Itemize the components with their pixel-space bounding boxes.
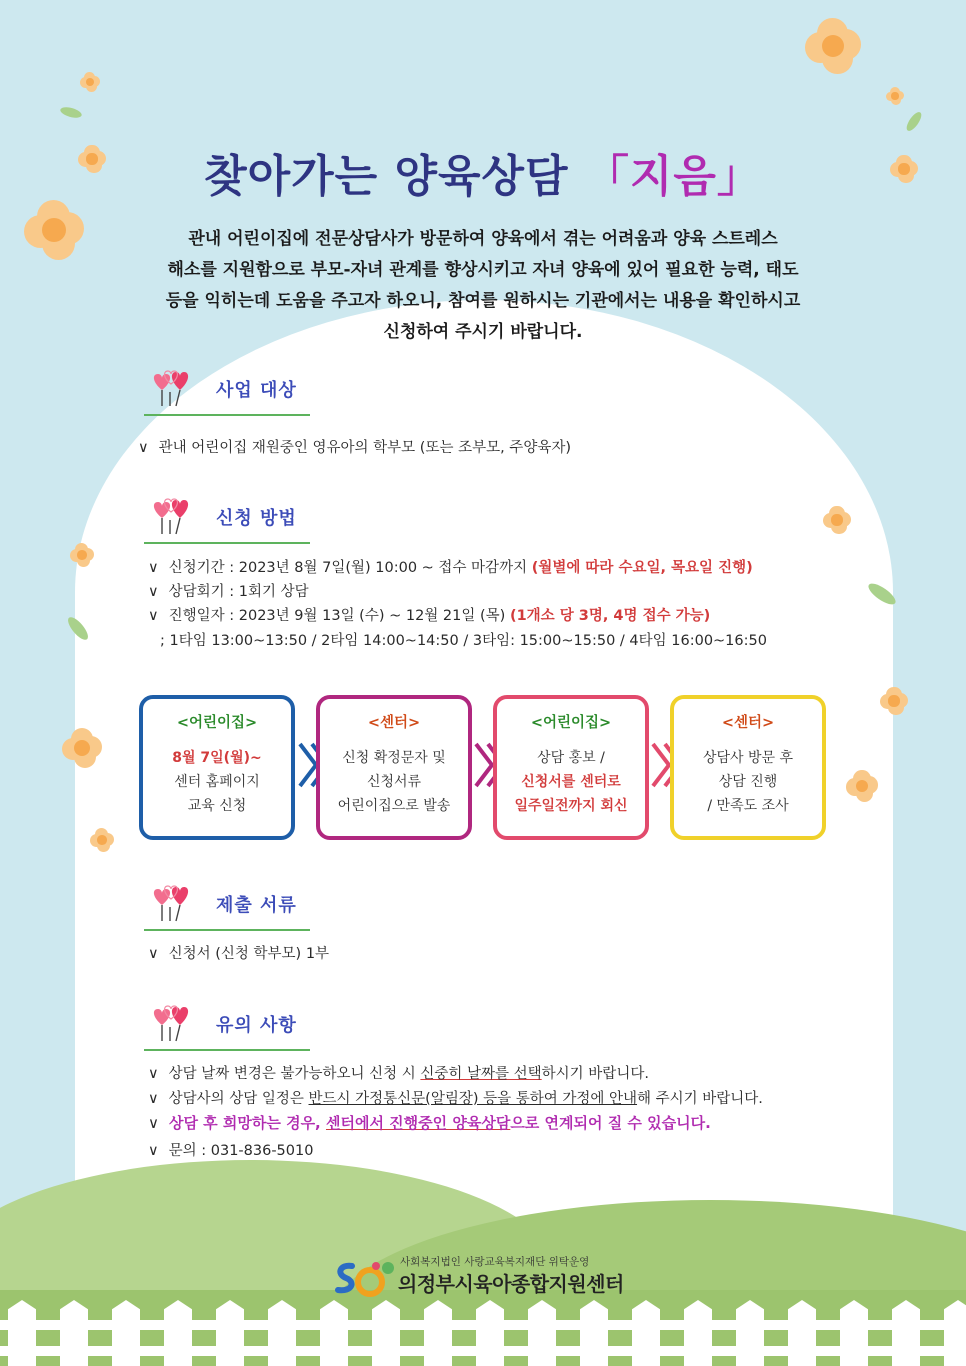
- process-step-body: [497, 746, 645, 818]
- process-step-1: [139, 695, 295, 840]
- intro-line: 관내 어린이집에 전문상담사가 방문하여 양육에서 겪는 어려움과 양육 스트레스: [188, 229, 778, 249]
- flower-icon: [880, 687, 908, 715]
- intro-line: 신청하여 주시기 바랍니다.: [383, 322, 583, 342]
- organization-subtitle: 사회복지법인 사랑교육복지재단 위탁운영: [400, 1256, 590, 1268]
- heart-balloons-icon: [148, 490, 200, 536]
- check-icon: ∨: [148, 584, 159, 600]
- process-step-header: <센터>: [721, 715, 775, 731]
- process-step-header: <어린이집>: [176, 715, 258, 731]
- flower-icon: [846, 770, 878, 802]
- list-item-note: (1개소 당 3명, 4명 접수 가능): [509, 608, 711, 624]
- list-item: [148, 556, 753, 577]
- list-item-text: 하시기 바랍니다.: [541, 1066, 649, 1082]
- flower-icon: [70, 543, 94, 567]
- process-step-line: 상담 진행: [718, 774, 778, 790]
- process-step-line: 신청서를 센터로: [521, 774, 621, 790]
- process-step-line: 교육 신청: [187, 798, 247, 814]
- flower-icon: [886, 87, 904, 105]
- list-item: [148, 1062, 649, 1083]
- page-title: [0, 140, 966, 204]
- list-item-emphasis: 반드시 가정통신문(알림장) 등을 통하여 가정에 안내: [308, 1091, 638, 1107]
- flower-icon: [24, 200, 84, 260]
- process-step-body: [320, 746, 468, 818]
- intro-line: 해소를 지원함으로 부모-자녀 관계를 향상시키고 자녀 양육에 있어 필요한 능력, 태도: [167, 260, 799, 280]
- organization-logo: [332, 1254, 642, 1300]
- section-divider: [144, 414, 310, 416]
- process-step-4: [670, 695, 826, 840]
- list-item: [148, 580, 309, 601]
- list-item-emphasis: 신중히 날짜를 선택: [420, 1066, 542, 1082]
- list-item-text: 관내 어린이집 재원중인 영유아의 학부모 (또는 조부모, 주양육자): [158, 440, 571, 456]
- leaf-icon: [59, 105, 83, 119]
- section-title: 사업 대상: [216, 380, 297, 401]
- check-icon: ∨: [148, 560, 159, 576]
- list-item-text: 상담사의 상담 일정은: [168, 1091, 309, 1107]
- flower-icon: [805, 18, 861, 74]
- section-title: 제출 서류: [216, 895, 297, 916]
- flower-icon: [90, 828, 114, 852]
- check-icon: ∨: [148, 1114, 159, 1132]
- process-step-header: <센터>: [367, 715, 421, 731]
- intro-paragraph: [130, 224, 836, 348]
- title-main: 찾아가는 양육상담: [204, 151, 569, 202]
- list-item-text: 신청기간 : 2023년 8월 7일(월) 10:00 ~ 접수 마감까지: [168, 560, 532, 576]
- list-item: [148, 1112, 711, 1133]
- process-step-line: 8월 7일(월)~: [172, 750, 262, 766]
- check-icon: ∨: [148, 1066, 159, 1082]
- process-step-line: 센터 홈페이지: [174, 774, 260, 790]
- organization-name: 의정부시육아종합지원센터: [398, 1272, 624, 1296]
- list-item-text: 상담회기 : 1회기 상담: [168, 584, 309, 600]
- list-item-text: ; 1타임 13:00~13:50 / 2타임 14:00~14:50 / 3타임: 15:00~15:50 / 4타임 16:00~16:50: [160, 633, 767, 649]
- list-item: [138, 436, 571, 457]
- process-step-line: / 만족도 조사: [707, 798, 789, 814]
- heart-balloons-icon: [148, 997, 200, 1043]
- process-step-line: 상담사 방문 후: [702, 750, 794, 766]
- section-title: 신청 방법: [216, 508, 297, 529]
- process-step-body: [674, 746, 822, 818]
- process-step-line: 상담 홍보 /: [537, 750, 605, 766]
- list-item-text: 해 주시기 바랍니다.: [637, 1091, 763, 1107]
- heart-balloons-icon: [148, 877, 200, 923]
- check-icon: ∨: [148, 946, 159, 962]
- section-divider: [144, 542, 310, 544]
- section-title: 유의 사항: [216, 1015, 297, 1036]
- flower-icon: [823, 506, 851, 534]
- list-item-text: 신청서 (신청 학부모) 1부: [168, 946, 330, 962]
- list-item: [148, 1087, 763, 1108]
- list-item-text: 진행일자 : 2023년 9월 13일 (수) ~ 12월 21일 (목): [168, 608, 510, 624]
- process-step-line: 신청 확정문자 및: [342, 750, 446, 766]
- flower-icon: [80, 72, 100, 92]
- list-item-emphasis: 센터에서 진행중인 양육상담: [325, 1114, 511, 1132]
- process-step-line: 일주일전까지 회신: [514, 798, 628, 814]
- list-item-text: 문의 : 031-836-5010: [168, 1143, 314, 1159]
- check-icon: ∨: [138, 440, 149, 456]
- intro-line: 등을 익히는데 도움을 주고자 하오니, 참여를 원하시는 기관에서는 내용을 확인하시고: [165, 291, 801, 311]
- list-item-note: (월별에 따라 수요일, 목요일 진행): [531, 560, 753, 576]
- list-item-schedule: [160, 629, 767, 650]
- check-icon: ∨: [148, 1143, 159, 1159]
- check-icon: ∨: [148, 608, 159, 624]
- center-logo-icon: [332, 1258, 398, 1298]
- title-highlight: 「지음」: [584, 151, 762, 202]
- list-item: [148, 604, 710, 625]
- section-divider: [144, 1049, 310, 1051]
- picket-fence: [0, 1300, 966, 1366]
- process-step-body: [143, 746, 291, 818]
- process-step-line: 어린이집으로 발송: [337, 798, 451, 814]
- section-divider: [144, 929, 310, 931]
- list-item: [148, 1139, 313, 1160]
- flower-icon: [62, 728, 102, 768]
- process-step-2: [316, 695, 472, 840]
- check-icon: ∨: [148, 1091, 159, 1107]
- leaf-icon: [904, 110, 924, 133]
- list-item-text: 상담 후 희망하는 경우,: [168, 1114, 326, 1132]
- list-item: [148, 942, 329, 963]
- list-item-text: 상담 날짜 변경은 불가능하오니 신청 시: [168, 1066, 421, 1082]
- process-step-3: [493, 695, 649, 840]
- process-step-line: 신청서류: [366, 774, 422, 790]
- process-step-header: <어린이집>: [530, 715, 612, 731]
- list-item-text: 으로 연계되어 질 수 있습니다.: [510, 1114, 711, 1132]
- heart-balloons-icon: [148, 362, 200, 408]
